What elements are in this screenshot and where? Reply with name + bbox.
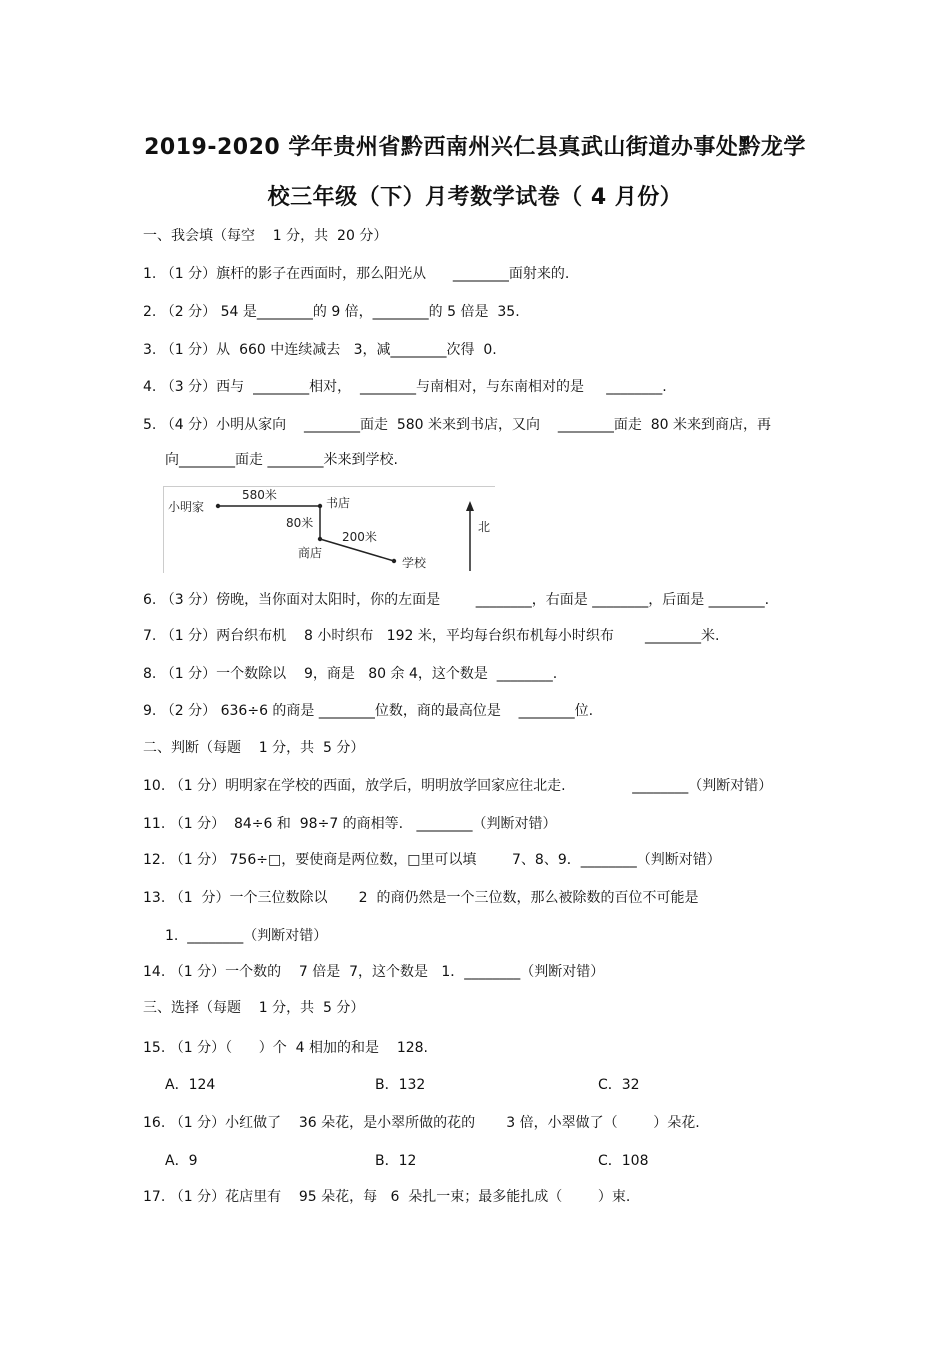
question-6: 6. （3 分）傍晚，当你面对太阳时，你的左面是 ________，右面是 ________，后面是 ________. [143,592,770,608]
question-4: 4. （3 分）西与 ________相对， ________与南相对，与东南相对的是 ________. [143,379,667,395]
question-16-option-a: A．9 [165,1153,198,1169]
question-14: 14. （1 分）一个数的 7 倍是 7，这个数是 1．________（判断对错） [143,964,605,980]
question-8: 8. （1 分）一个数除以 9，商是 80 余 4，这个数是 ________. [143,666,558,682]
question-9: 9. （2 分） 636÷6 的商是 ________位数，商的最高位是 ________位. [143,703,594,719]
label-home: 小明家 [168,500,205,514]
question-15-option-b: B．132 [375,1077,426,1093]
route-diagram [163,486,495,573]
label-shop: 商店 [298,546,323,560]
question-2: 2. （2 分） 54 是________的 9 倍，________的 5 倍是 35. [143,304,520,320]
label-distance-580: 580米 [242,488,277,502]
question-10: 10. （1 分）明明家在学校的西面，放学后，明明放学回家应往北走. ________（判断对错） [143,778,773,794]
question-15-option-a: A．124 [165,1077,216,1093]
question-15: 15. （1 分）（ ）个 4 相加的和是 128. [143,1040,429,1056]
label-distance-80: 80米 [286,516,314,530]
question-1: 1. （1 分）旗杆的影子在西面时，那么阳光从 ________面射来的. [143,266,570,282]
label-school: 学校 [402,556,427,570]
question-13-line1: 13. （1 分）一个三位数除以 2 的商仍然是一个三位数，那么被除数的百位不可能是 [143,890,699,906]
question-16: 16. （1 分）小红做了 36 朵花，是小翠所做的花的 3 倍，小翠做了（ ）朵花. [143,1115,700,1131]
question-15-option-c: C．32 [598,1077,640,1093]
question-11: 11. （1 分） 84÷6 和 98÷7 的商相等. ________（判断对错） [143,816,557,832]
home-dot [216,504,220,508]
school-dot [392,559,396,563]
question-13-line2: 1. ________（判断对错） [165,928,328,944]
exam-title-line1: 2019-2020 学年贵州省黔西南州兴仁县真武山街道办事处黔龙学 [144,135,806,160]
section1-heading: 一、我会填（每空 1 分，共 20 分） [143,228,388,244]
question-12: 12. （1 分） 756÷□，要使商是两位数，□里可以填 7、8、9．________（判断对错） [143,852,721,868]
question-5-line2: 向________面走 ________米来到学校. [165,452,398,468]
north-arrow-icon [466,501,474,511]
section3-heading: 三、选择（每题 1 分，共 5 分） [143,1000,365,1016]
question-7: 7. （1 分）两台织布机 8 小时织布 192 米，平均每台织布机每小时织布 ________米. [143,628,720,644]
section2-heading: 二、判断（每题 1 分，共 5 分） [143,740,365,756]
question-17: 17. （1 分）花店里有 95 朵花，每 6 朵扎一束；最多能扎成（ ）束. [143,1189,631,1205]
exam-title-line2: 校三年级（下）月考数学试卷（ 4 月份） [267,185,683,210]
question-16-option-b: B．12 [375,1153,417,1169]
question-16-option-c: C．108 [598,1153,649,1169]
question-5-line1: 5. （4 分）小明从家向 ________面走 580 米来到书店，又向 ________面走 80 米来到商店，再 [143,417,772,433]
question-3: 3. （1 分）从 660 中连续减去 3，减________次得 0. [143,342,497,358]
label-north: 北 [478,520,491,534]
label-distance-200: 200米 [342,530,377,544]
label-bookstore: 书店 [326,496,351,510]
